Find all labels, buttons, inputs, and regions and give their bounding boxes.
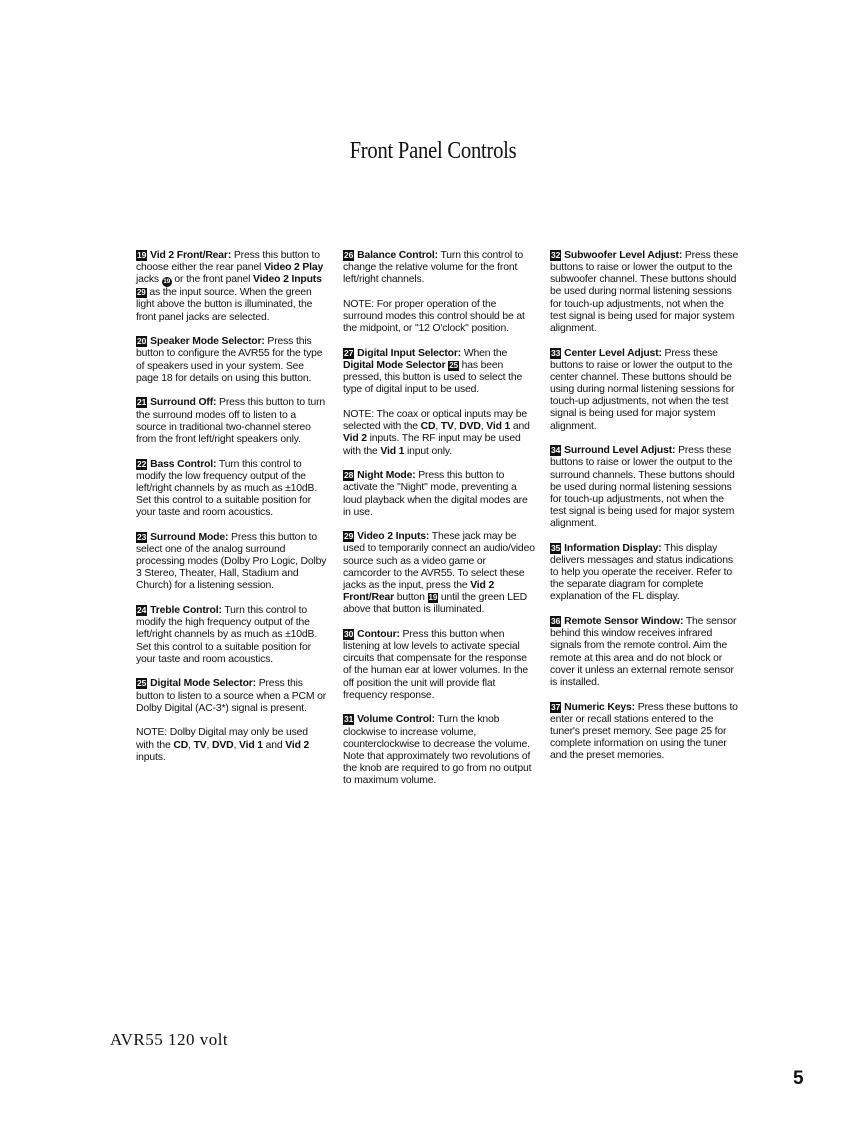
control-number-badge: 32 (551, 250, 561, 260)
reference-number-box: 25 (449, 361, 458, 371)
control-title: Information Display: (564, 542, 662, 554)
control-entry-37: 37 Numeric Keys: Press these buttons to enter or recall stations entered to the tuner's preset memory. See page 25 for complete information on using the tuner and the preset memories. (550, 701, 738, 762)
control-title: Vid 2 Front/Rear: (150, 250, 232, 261)
reference-number-circle: 19 (163, 278, 171, 286)
control-title: Remote Sensor Window: (564, 616, 684, 628)
control-number-badge: 33 (551, 347, 561, 358)
control-entry-33: 33 Center Level Adjust: Press these buttons to raise or lower the output to the center channel. These buttons should be using during normal listening sessions for touch-up adjustments, not when the test signal is being used for major system alignment. (550, 347, 735, 432)
control-number-badge: 35 (551, 542, 561, 553)
control-entry-19: 19 Vid 2 Front/Rear: Press this button to choose either the rear panel Video 2 Play jacks 19 or the front panel Video 2 Inputs 29 as the input source. When the green light above the button is illuminated, the front panel jacks are selected. (136, 250, 324, 323)
control-number-badge: 22 (137, 458, 147, 469)
control-entry-20: 20 Speaker Mode Selector: Press this button to configure the AVR55 for the type of speakers used in your system. See page 18 for details on using this button. (136, 336, 323, 384)
control-title: Treble Control: (150, 605, 222, 617)
control-number-badge: 28 (344, 470, 354, 481)
control-title: Numeric Keys: (564, 701, 635, 713)
control-entry-25: 25 Digital Mode Selector: Press this button to listen to a source when a PCM or Dolby Digital (AC-3*) signal is present. (136, 678, 327, 714)
control-title: Balance Control: (357, 250, 438, 261)
control-title: Center Level Adjust: (564, 347, 662, 359)
control-entry-27: 27 Digital Input Selector: When the Digital Mode Selector 25 has been pressed, this button is used to select the type of digital input to be used. (343, 347, 523, 396)
control-entry-21: 21 Surround Off: Press this button to turn the surround modes off to listen to a source in traditional two-channel stereo from the front left/right speakers only. (136, 397, 326, 445)
reference-number-box: 19 (428, 593, 438, 603)
control-number-badge: 21 (137, 397, 147, 408)
control-entry-22: 22 Bass Control: Turn this control to modify the low frequency output of the left/right channels by as much as ±10dB. Set this control to a suitable position for your taste and room acoustics. (136, 458, 318, 519)
control-title: Contour: (357, 628, 400, 640)
control-entry-28: 28 Night Mode: Press this button to activate the "Night" mode, preventing a loud playback when the digital modes are in use. (343, 470, 528, 518)
reference-number-box: 29 (137, 288, 146, 298)
control-number-badge: 36 (551, 616, 561, 627)
control-entry-35: 35 Information Display: This display delivers messages and status indications to help you operate the receiver. Refer to the separate diagram for complete explanation of the FL display. (550, 542, 733, 603)
note-digital-inputs: NOTE: The coax or optical inputs may be selected with the CD, TV, DVD, Vid 1 and Vid 2 inputs. The RF input may be used with the Vid 1 input only. (343, 409, 530, 457)
control-entry-23: 23 Surround Mode: Press this button to select one of the analog surround processing modes (Dolby Pro Logic, Dolby 3 Stereo, Theater, Hall, Stadium and Church) for a listening session. (136, 531, 327, 592)
control-number-badge: 37 (551, 701, 561, 712)
control-number-badge: 24 (137, 605, 147, 616)
page-number: 5 (793, 1068, 804, 1089)
control-number-badge: 27 (344, 347, 354, 358)
control-title: Surround Mode: (150, 531, 229, 543)
control-number-badge: 23 (137, 531, 147, 542)
control-number-badge: 20 (137, 336, 147, 347)
control-number-badge: 26 (344, 250, 354, 260)
control-title: Video 2 Inputs: (357, 531, 430, 543)
column-2 (343, 250, 535, 800)
control-entry-31: 31 Volume Control: Turn the knob clockwise to increase volume, counterclockwise to decrease the volume. Note that approximately two revolutions of the knob are required to go from no output to maximum volume. (343, 714, 532, 787)
control-title: Speaker Mode Selector: (150, 336, 265, 348)
control-entry-34: 34 Surround Level Adjust: Press these buttons to raise or lower the output to the surround channels. These buttons should be used during normal listening sessions for touch-up adjustments, not when the test signal is being used for major system alignment. (550, 445, 735, 530)
control-number-badge: 30 (344, 628, 354, 639)
control-title: Subwoofer Level Adjust: (564, 250, 683, 261)
control-title: Night Mode: (357, 470, 416, 482)
control-title: Digital Mode Selector: (150, 678, 256, 690)
control-entry-26: 26 Balance Control: Turn this control to change the relative volume for the front left/right channels. (343, 250, 524, 286)
control-number-badge: 34 (551, 445, 561, 456)
control-title: Surround Off: (150, 397, 217, 409)
control-number-badge: 31 (344, 714, 354, 725)
model-footer: AVR55 120 volt (110, 1030, 229, 1049)
control-entry-24: 24 Treble Control: Turn this control to modify the high frequency output of the left/right channels by as much as ±10dB. Set this control to a suitable position for your taste and room acoustics. (136, 605, 318, 665)
control-entry-29: 29 Video 2 Inputs: These jack may be used to temporarily connect an audio/video source such as a video game or camcorder to the AVR55. To select these jacks as the input, press the Vid 2 Front/Rear button 19 until the green LED above that button is illuminated. (343, 531, 535, 616)
page-title: Front Panel Controls (349, 138, 517, 164)
note-balance: NOTE: For proper operation of the surround modes this control should be at the midpoint, or "12 O'clock" position. (343, 298, 525, 335)
control-title: Digital Input Selector: (357, 347, 462, 359)
control-title: Volume Control: (357, 714, 435, 726)
control-entry-32: 32 Subwoofer Level Adjust: Press these buttons to raise or lower the output to the subwoofer channel. These buttons should be used during normal listening sessions for touch-up adjustments, not when the test signal is being used for major system alignment. (550, 250, 739, 334)
note-dolby-digital: NOTE: Dolby Digital may only be used with the CD, TV, DVD, Vid 1 and Vid 2 inputs. (136, 727, 310, 763)
control-entry-30: 30 Contour: Press this button when listening at low levels to activate special circuits that compensate for the response of the human ear at lower volumes. In the off position the unit will provide flat frequency response. (343, 628, 529, 701)
control-title: Bass Control: (150, 458, 217, 470)
control-number-badge: 29 (344, 531, 354, 542)
control-entry-36: 36 Remote Sensor Window: The sensor behind this window receives infrared signals from the remote control. Aim the remote at this area and do not block or cover it unless an external remote sensor is installed. (550, 616, 737, 688)
control-number-badge: 25 (137, 678, 147, 689)
control-title: Surround Level Adjust: (564, 445, 676, 457)
control-number-badge: 19 (137, 250, 147, 260)
column-1 (136, 250, 328, 776)
column-3 (550, 250, 740, 775)
